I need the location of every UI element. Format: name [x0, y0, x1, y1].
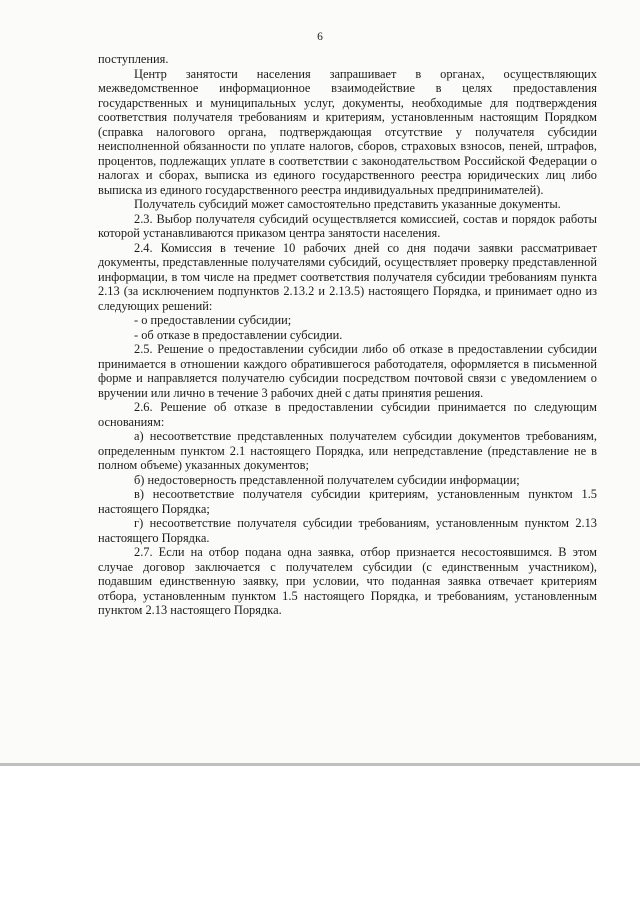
refusal-ground-b: б) недостоверность представленной получателем субсидии информации;	[134, 472, 520, 487]
clause-2-7: 2.7. Если на отбор подана одна заявка, отбор признается несостоявшимся. В этом случае договор заключается с получателем субсидии (с единственным участником), подавшим единственную заявку, при условии, что поданная заявка отвечает критериям отбора, установленным пунктом 1.5 настоящего Порядка, и требованиям, установленным пунктом 2.13 настоящего Порядка.	[98, 545, 597, 617]
paragraph-continuation: поступления.	[98, 52, 169, 66]
clause-2-6: 2.6. Решение об отказе в предоставлении субсидии принимается по следующим основаниям:	[98, 400, 597, 429]
document-body	[98, 52, 597, 618]
paragraph-self-submission: Получатель субсидий может самостоятельно представить указанные документы.	[134, 197, 561, 211]
clause-2-3: 2.3. Выбор получателя субсидий осуществляется комиссией, состав и порядок работы которой устанавливаются приказом центра занятости населения.	[98, 211, 597, 240]
decision-option-refusal: - об отказе в предоставлении субсидии.	[134, 327, 343, 342]
refusal-ground-a: а) несоответствие представленных получателем субсидии документов требованиям, определенным пунктом 2.1 настоящего Порядка, или непредставление (представление не в полном объеме) указанных документов;	[98, 429, 597, 472]
page-number: 6	[317, 31, 323, 43]
clause-2-5: 2.5. Решение о предоставлении субсидии либо об отказе в предоставлении субсидии принимается в отношении каждого обратившегося работодателя, оформляется в письменной форме и направляется получателю субсидии посредством почтовой связи с уведомлением о вручении или лично в течение 3 рабочих дней с даты принятия решения.	[98, 342, 597, 400]
decision-option-grant: - о предоставлении субсидии;	[134, 313, 292, 327]
paragraph-interagency-request: Центр занятости населения запрашивает в органах, осуществляющих межведомственное информационное взаимодействие в целях предоставления государственных и муниципальных услуг, документы, необходимые для подтверждения соответствия получателя требованиям и критериям, установленным настоящим Порядком (справка налогового органа, подтверждающая отсутствие у получателя субсидии неисполненной обязанности по уплате налогов, сборов, страховых взносов, пеней, штрафов, процентов, подлежащих уплате в соответствии с законодательством Российской Федерации о налогах и сборах, выписка из единого государственного реестра юридических лиц либо выписка из единого государственного реестра индивидуальных предпринимателей).	[98, 66, 597, 197]
refusal-ground-g: г) несоответствие получателя субсидии требованиям, установленным пунктом 2.13 настоящего Порядка.	[98, 516, 597, 545]
clause-2-4: 2.4. Комиссия в течение 10 рабочих дней со дня подачи заявки рассматривает документы, представленные получателями субсидий, осуществляет проверку представленной информации, в том числе на предмет соответствия получателя субсидии требованиям пункта 2.13 (за исключением подпунктов 2.13.2 и 2.13.5) настоящего Порядка, и принимает одно из следующих решений:	[98, 240, 597, 313]
refusal-ground-v: в) несоответствие получателя субсидии критериям, установленным пунктом 1.5 настоящего Порядка;	[98, 487, 597, 516]
